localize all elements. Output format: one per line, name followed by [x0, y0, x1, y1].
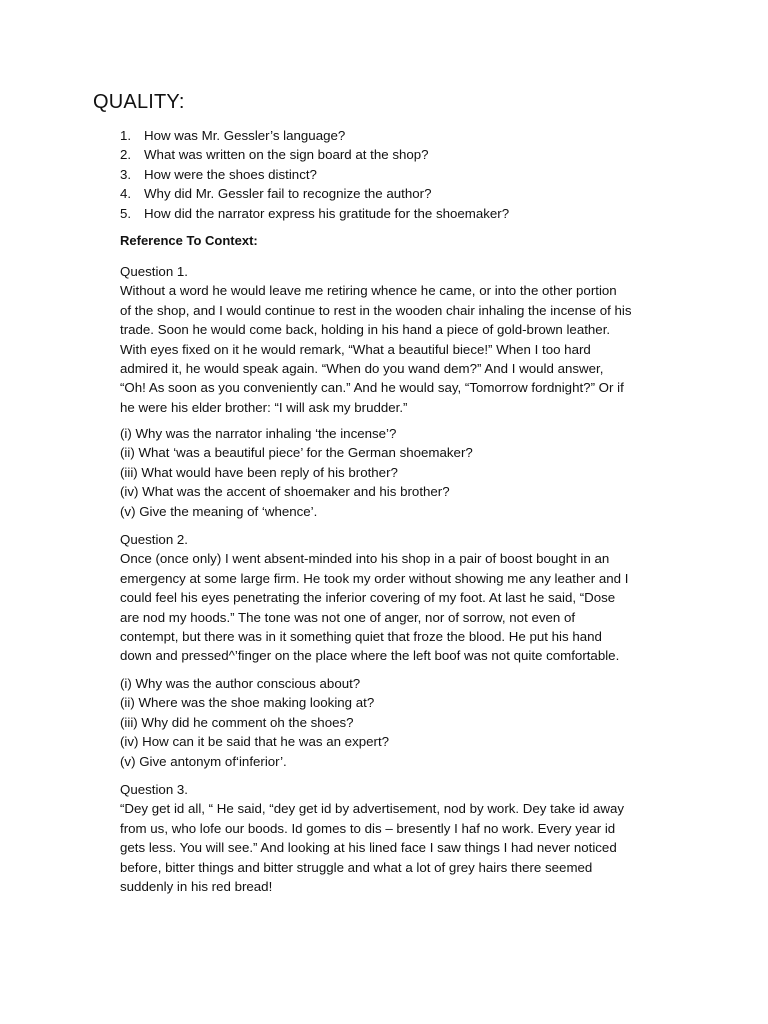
passage-line: emergency at some large firm. He took my order without showing me any leather and I — [120, 570, 629, 586]
passage-line: With eyes fixed on it he would remark, “What a beautiful biece!” When I too hard — [120, 341, 591, 357]
passage-line: contempt, but there was in it something quiet that froze the blood. He put his hand — [120, 629, 602, 645]
item-text: What was written on the sign board at the shop? — [144, 147, 429, 163]
list-item — [120, 165, 509, 184]
list-item — [120, 145, 509, 164]
passage-line: down and pressed^’finger on the place where the left boof was not quite comfortable. — [120, 648, 620, 664]
list-item: (i) Why was the author conscious about? — [120, 676, 361, 691]
passage-line: admired it, he would speak again. “When do you wand dem?” And I would answer, — [120, 361, 604, 377]
passage-line: of the shop, and I would continue to rest in the wooden chair inhaling the incense of his — [120, 302, 632, 318]
item-number: 3. — [120, 166, 132, 182]
passage-line: could feel his eyes penetrating the inferior covering of my foot. At last he said, “Dose — [120, 590, 616, 606]
list-item: (iv) How can it be said that he was an expert? — [120, 734, 390, 750]
passage-line: Once (once only) I went absent-minded into his shop in a pair of boost bought in an — [120, 551, 610, 567]
item-text: Why did Mr. Gessler fail to recognize the author? — [144, 186, 432, 202]
list-item: (ii) Where was the shoe making looking at? — [120, 695, 375, 711]
passage-line: trade. Soon he would come back, holding in his hand a piece of gold-brown leather. — [120, 322, 611, 338]
question-3-block — [120, 780, 680, 896]
question-1-block — [120, 262, 680, 417]
passage-line: gets less. You will see.” And looking at his lined face I saw things I had never noticed — [120, 840, 617, 856]
question-2-subquestions — [120, 674, 680, 771]
item-number: 1. — [120, 128, 132, 143]
list-item: (i) Why was the narrator inhaling ‘the incense’? — [120, 426, 397, 441]
item-text: How did the narrator express his gratitude for the shoemaker? — [144, 205, 510, 221]
list-item: (v) Give antonym of‘inferior’. — [120, 753, 287, 769]
passage-line: “Dey get id all, “ He said, “dey get id by advertisement, nod by work. Dey take id away — [120, 801, 625, 817]
passage-line: he were his elder brother: “I will ask my brudder.” — [120, 399, 408, 415]
item-number: 4. — [120, 186, 132, 202]
list-item — [120, 126, 509, 145]
passage-line: “Oh! As soon as you conveniently can.” And he would say, “Tomorrow fordnight?” Or if — [120, 380, 624, 396]
question-list — [120, 126, 509, 223]
question-label: Question 1. — [120, 264, 189, 279]
list-item — [120, 184, 509, 203]
passage-line: Without a word he would leave me retiring whence he came, or into the other portion — [120, 283, 617, 299]
passage-line: suddenly in his red bread! — [120, 879, 273, 895]
question-1-subquestions — [120, 424, 680, 521]
item-number: 5. — [120, 205, 132, 221]
passage-line: are nod my hoods.” The tone was not one of anger, nor of sorrow, not even of — [120, 609, 576, 625]
question-label: Question 2. — [120, 532, 189, 547]
question-label: Question 3. — [120, 782, 189, 797]
page-title: QUALITY: — [93, 91, 185, 113]
list-item: (v) Give the meaning of ‘whence’. — [120, 503, 318, 519]
list-item: (iii) Why did he comment oh the shoes? — [120, 714, 354, 730]
list-item: (ii) What ‘was a beautiful piece’ for the German shoemaker? — [120, 445, 473, 461]
item-text: How were the shoes distinct? — [144, 166, 317, 182]
item-text: How was Mr. Gessler’s language? — [144, 128, 346, 143]
section-title: Reference To Context: — [120, 233, 258, 248]
passage-line: before, bitter things and bitter struggle and what a lot of grey hairs there seemed — [120, 859, 593, 875]
list-item: (iii) What would have been reply of his brother? — [120, 464, 398, 480]
list-item: (iv) What was the accent of shoemaker and his brother? — [120, 484, 450, 500]
passage-line: from us, who lofe our boods. Id gomes to dis – bresently I haf no work. Every year id — [120, 820, 616, 836]
question-2-block — [120, 530, 680, 666]
item-number: 2. — [120, 147, 132, 163]
list-item — [120, 204, 509, 223]
